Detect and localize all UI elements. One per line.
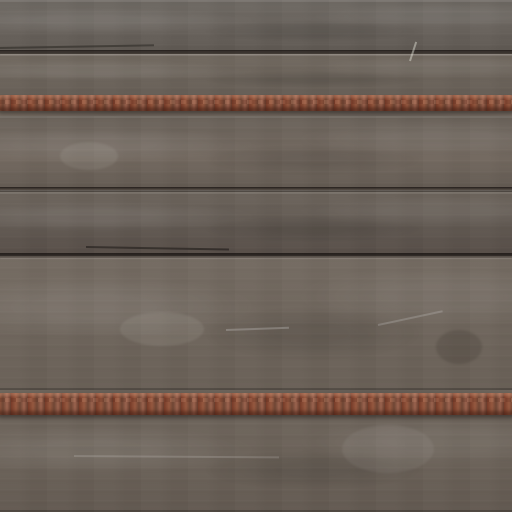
wood-stain [120,312,204,346]
wood-plank-middle-dark [0,192,512,256]
wood-plank-upper [0,54,512,98]
wood-stain [436,330,482,364]
rusted-metal-strip-bottom [0,393,512,415]
wood-plank-middle-lower [0,256,512,390]
plank-seam [0,187,512,190]
wood-stain [342,425,434,473]
plank-seam [0,253,512,258]
plank-seam [0,50,512,54]
rusted-metal-strip-top [0,95,512,111]
wood-stain [60,142,118,170]
wood-plank-bottom [0,412,512,512]
